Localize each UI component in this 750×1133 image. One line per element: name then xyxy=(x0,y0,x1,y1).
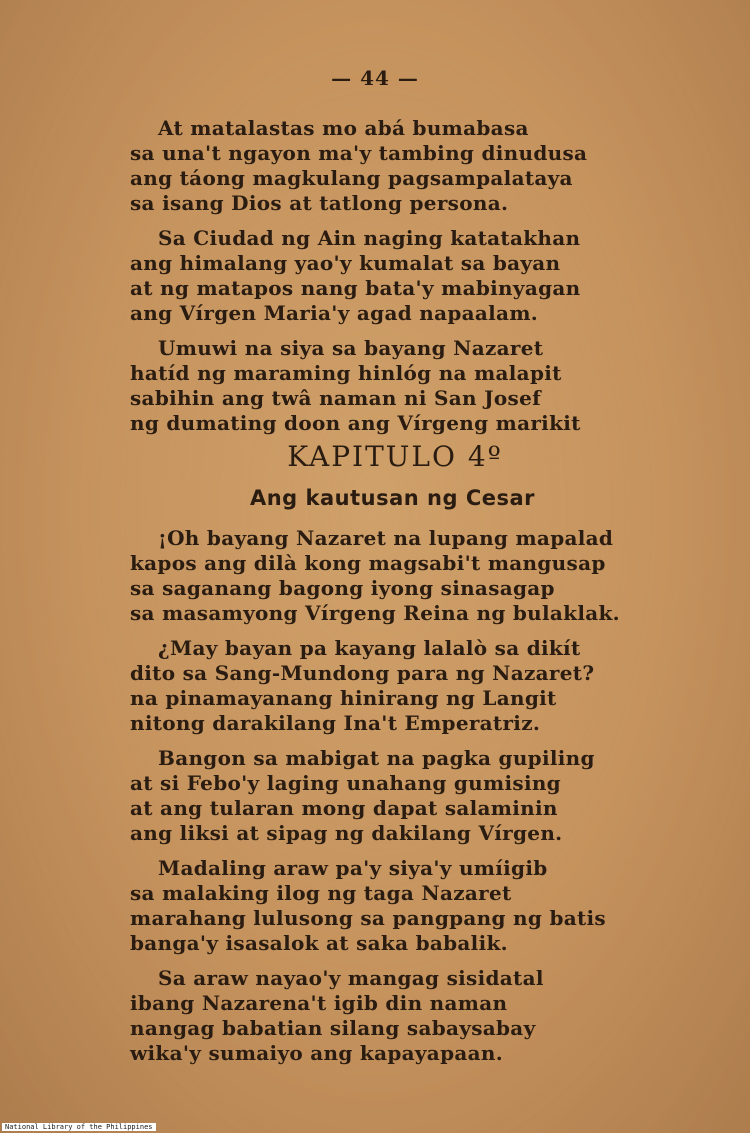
verse-line: ¿May bayan pa kayang lalalò sa dikít xyxy=(158,636,581,660)
chapter-subtitle: Ang kautusan ng Cesar xyxy=(249,486,536,510)
verse-line: at ang tularan mong dapat salaminin xyxy=(130,796,558,820)
verse-line: ang himalang yao'y kumalat sa bayan xyxy=(130,251,561,275)
verse-line: ang táong magkulang pagsampalataya xyxy=(130,166,573,190)
verse-line: ng dumating doon ang Vírgeng marikit xyxy=(130,411,581,435)
stanza xyxy=(130,116,610,216)
stanza xyxy=(130,636,610,736)
verse-line: nitong darakilang Ina't Emperatriz. xyxy=(130,711,541,735)
verse-line: Sa araw nayao'y mangag sisidatal xyxy=(158,966,544,990)
stanza xyxy=(130,526,620,626)
verse-line: Sa Ciudad ng Ain naging katatakhan xyxy=(158,226,581,250)
verse-line: wika'y sumaiyo ang kapayapaan. xyxy=(130,1041,503,1065)
verse-line: ¡Oh bayang Nazaret na lupang mapalad xyxy=(158,526,614,550)
verse-line: Bangon sa mabigat na pagka gupiling xyxy=(158,746,595,770)
verse-line: na pinamayanang hinirang ng Langit xyxy=(130,686,557,710)
verse-line: ang Vírgen Maria'y agad napaalam. xyxy=(130,301,539,325)
verse-line: Madaling araw pa'y siya'y umíigib xyxy=(158,856,548,880)
verse-line: dito sa Sang-Mundong para ng Nazaret? xyxy=(130,661,595,685)
verse-line: ibang Nazarena't igib din naman xyxy=(130,991,508,1015)
verse-line: at ng matapos nang bata'y mabinyagan xyxy=(130,276,581,300)
verse-line: sa saganang bagong iyong sinasagap xyxy=(130,576,555,600)
verse-block-bottom xyxy=(130,526,620,1076)
verse-line: hatíd ng maraming hinlóg na malapit xyxy=(130,361,562,385)
chapter-title: KAPITULO 4º xyxy=(287,440,503,473)
stanza xyxy=(130,966,610,1066)
verse-line: sabihin ang twâ naman ni San Josef xyxy=(130,386,541,410)
verse-line: ang liksi at sipag ng dakilang Vírgen. xyxy=(130,821,563,845)
verse-line: sa malaking ilog ng taga Nazaret xyxy=(130,881,512,905)
verse-line: marahang lulusong sa pangpang ng batis xyxy=(130,906,606,930)
stanza xyxy=(130,226,610,326)
stanza xyxy=(130,336,610,436)
verse-line: At matalastas mo abá bumabasa xyxy=(158,116,529,140)
verse-line: sa isang Dios at tatlong persona. xyxy=(130,191,509,215)
verse-line: at si Febo'y laging unahang gumising xyxy=(130,771,561,795)
stanza xyxy=(130,856,610,956)
verse-line: banga'y isasalok at saka babalik. xyxy=(130,931,508,955)
verse-line: sa masamyong Vírgeng Reina ng bulaklak. xyxy=(130,601,620,625)
verse-line: kapos ang dilà kong magsabi't mangusap xyxy=(130,551,606,575)
verse-line: nangag babatian silang sabaysabay xyxy=(130,1016,536,1040)
verse-block-top xyxy=(130,116,610,446)
library-footer: National Library of the Philippines xyxy=(2,1123,156,1131)
verse-line: sa una't ngayon ma'y tambing dinudusa xyxy=(130,141,588,165)
verse-line: Umuwi na siya sa bayang Nazaret xyxy=(158,336,544,360)
stanza xyxy=(130,746,610,846)
page-number: — 44 — xyxy=(331,66,419,90)
